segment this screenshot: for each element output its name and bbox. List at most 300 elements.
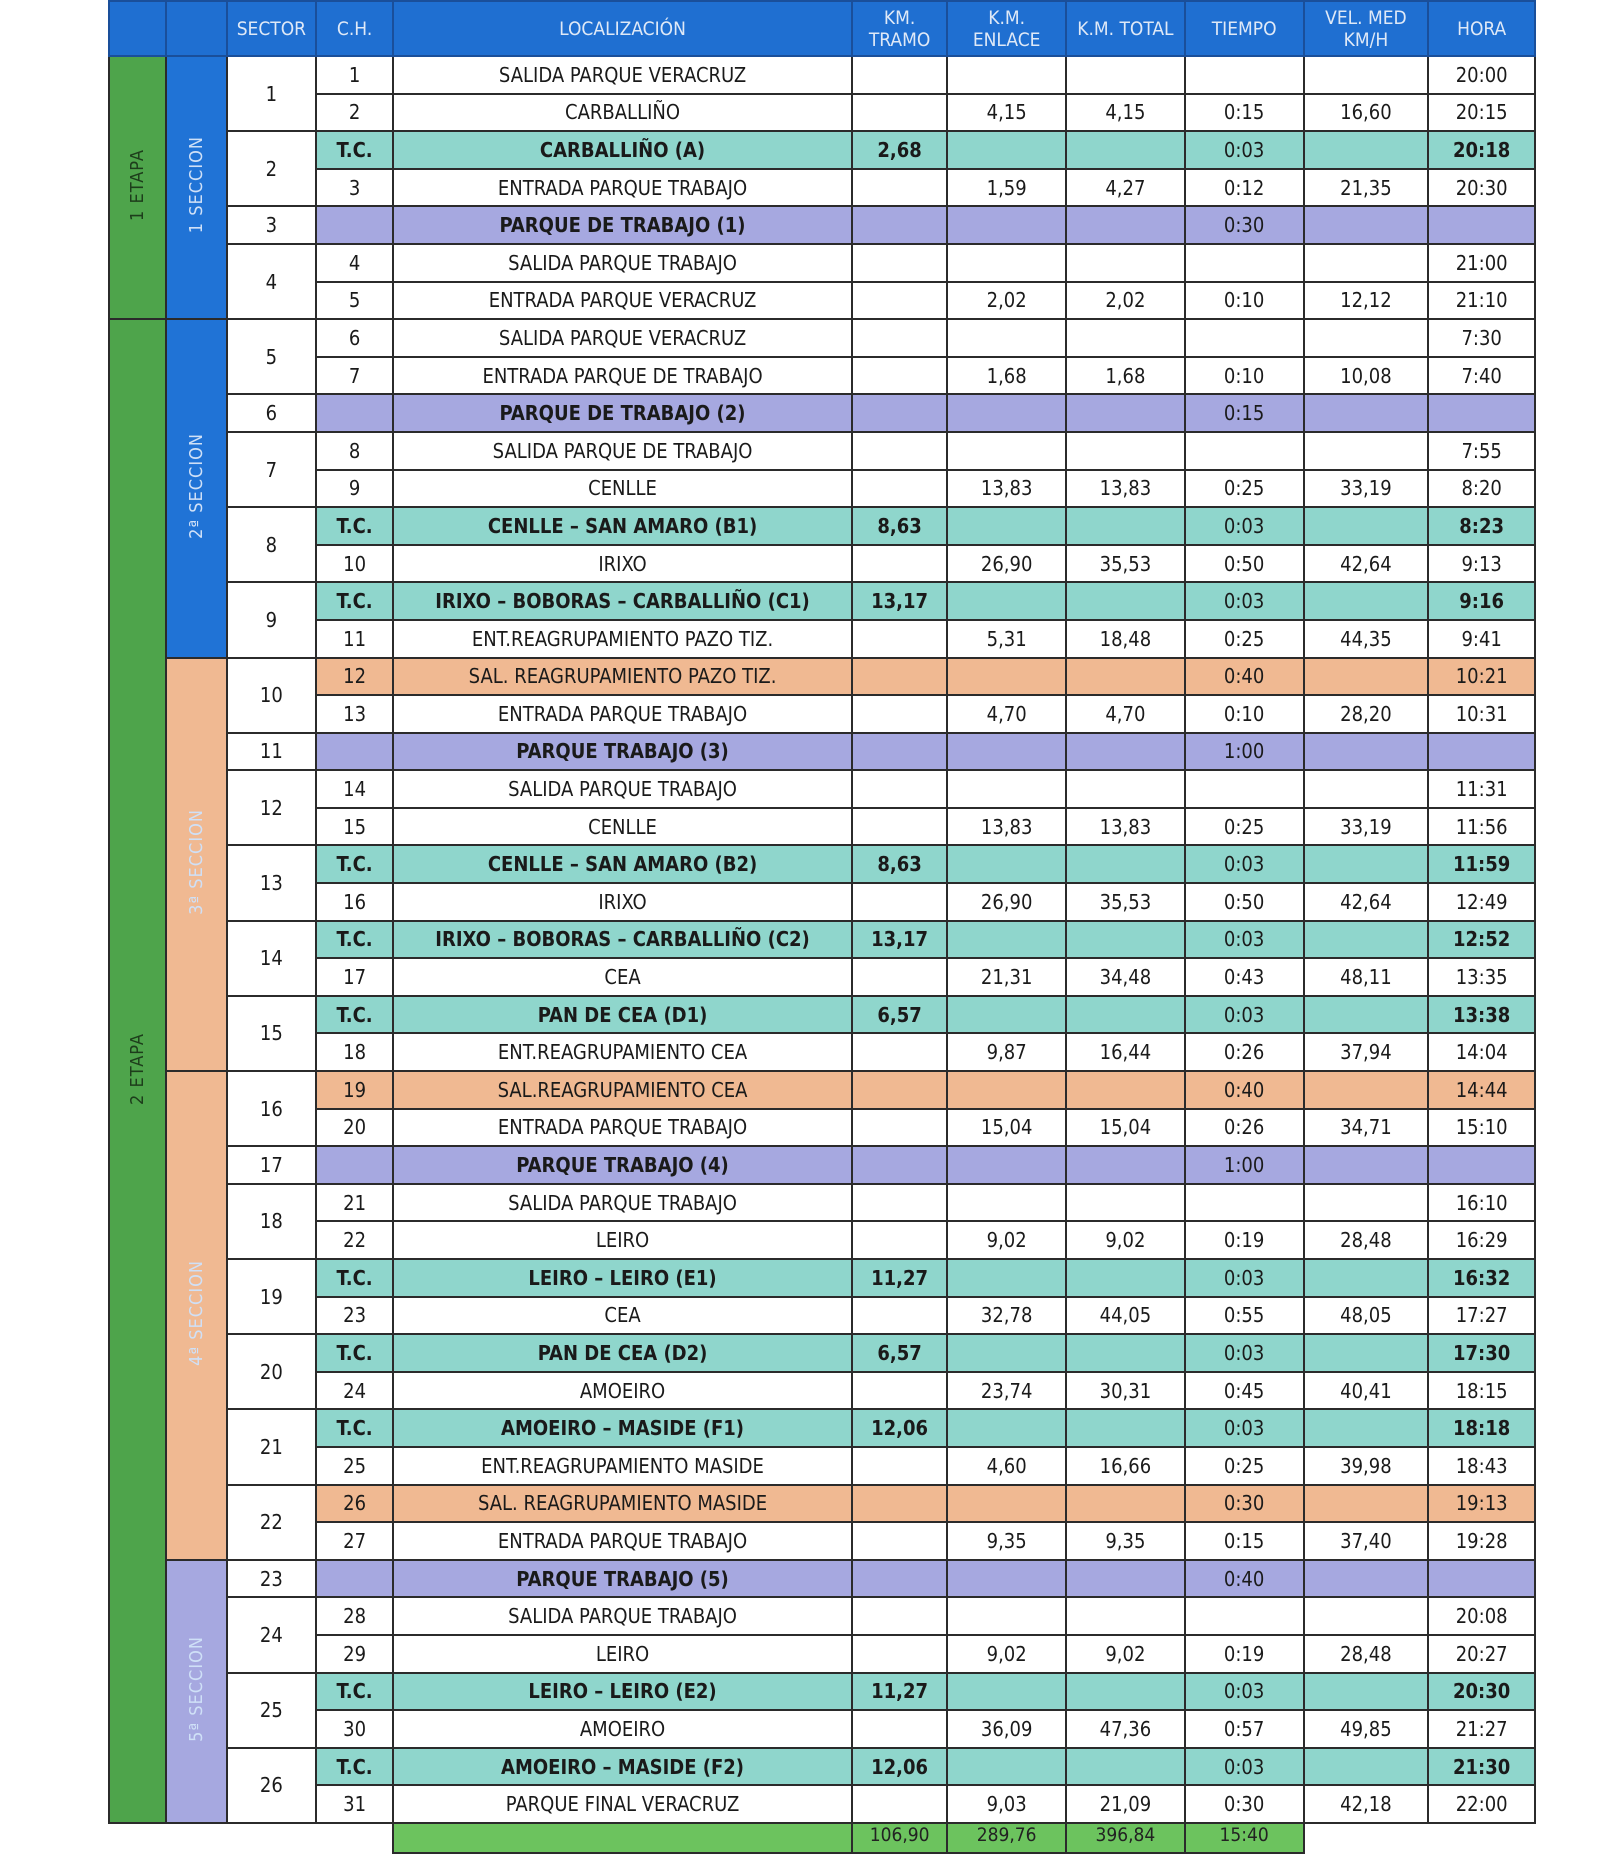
hora-cell: 17:30 [1428, 1334, 1535, 1372]
sector-cell: 2 [227, 131, 316, 206]
location-cell: PARQUE DE TRABAJO (2) [393, 394, 852, 432]
sector-cell: 19 [227, 1259, 316, 1334]
km-tramo-cell [852, 1785, 947, 1823]
table-row [109, 733, 1535, 771]
km-enlace-cell [947, 996, 1066, 1034]
hora-cell: 10:31 [1428, 695, 1535, 733]
ch-cell: T.C. [316, 1409, 393, 1447]
hora-cell [1428, 206, 1535, 244]
hora-cell: 9:13 [1428, 545, 1535, 583]
header-ch: C.H. [316, 1, 393, 56]
table-row [109, 658, 1535, 696]
km-tramo-cell [852, 1372, 947, 1410]
total-km-tramo: 106,90 [852, 1823, 947, 1853]
ch-cell: T.C. [316, 507, 393, 545]
sector-cell: 21 [227, 1409, 316, 1484]
km-total-cell [1066, 507, 1185, 545]
km-enlace-cell: 21,31 [947, 958, 1066, 996]
km-tramo-cell: 8,63 [852, 507, 947, 545]
vel-med-cell: 28,48 [1304, 1635, 1429, 1673]
hora-cell: 20:18 [1428, 131, 1535, 169]
location-cell: CARBALLIÑO [393, 94, 852, 132]
sector-cell: 7 [227, 432, 316, 507]
tiempo-cell: 0:03 [1185, 1259, 1304, 1297]
vel-med-cell [1304, 733, 1429, 771]
vel-med-cell [1304, 1748, 1429, 1786]
location-cell: ENT.REAGRUPAMIENTO MASIDE [393, 1447, 852, 1485]
sector-cell: 24 [227, 1597, 316, 1672]
km-enlace-cell [947, 1597, 1066, 1635]
totals-tail [1304, 1823, 1536, 1853]
km-total-cell: 16,66 [1066, 1447, 1185, 1485]
ch-cell: T.C. [316, 582, 393, 620]
table-row [109, 507, 1535, 545]
table-row [109, 883, 1535, 921]
location-cell: LEIRO [393, 1635, 852, 1673]
km-enlace-cell [947, 1146, 1066, 1184]
location-cell: SAL. REAGRUPAMIENTO PAZO TIZ. [393, 658, 852, 696]
location-cell: IRIXO – BOBORAS – CARBALLIÑO (C1) [393, 582, 852, 620]
tiempo-cell: 0:45 [1185, 1372, 1304, 1410]
vel-med-cell [1304, 845, 1429, 883]
table-row [109, 1372, 1535, 1410]
sector-cell: 10 [227, 658, 316, 733]
hora-cell: 16:29 [1428, 1221, 1535, 1259]
vel-med-cell: 16,60 [1304, 94, 1429, 132]
km-total-cell: 13,83 [1066, 470, 1185, 508]
km-enlace-cell [947, 1184, 1066, 1222]
table-row [109, 1297, 1535, 1335]
ch-cell: 11 [316, 620, 393, 658]
table-row [109, 1522, 1535, 1560]
vel-med-cell: 39,98 [1304, 1447, 1429, 1485]
tiempo-cell: 0:30 [1185, 1785, 1304, 1823]
table-row [109, 996, 1535, 1034]
km-tramo-cell [852, 470, 947, 508]
km-enlace-cell [947, 319, 1066, 357]
seccion-text: 3ª SECCION [185, 808, 207, 915]
km-tramo-cell: 6,57 [852, 1334, 947, 1372]
tiempo-cell: 0:03 [1185, 582, 1304, 620]
etapa-text: 1 ETAPA [126, 149, 148, 222]
km-enlace-cell: 4,70 [947, 695, 1066, 733]
km-tramo-cell [852, 1635, 947, 1673]
total-km-enlace: 289,76 [947, 1823, 1066, 1853]
location-cell: SAL.REAGRUPAMIENTO CEA [393, 1071, 852, 1109]
vel-med-cell [1304, 206, 1429, 244]
table-row [109, 845, 1535, 883]
km-total-cell [1066, 1071, 1185, 1109]
header-km-tramo: KM. TRAMO [852, 1, 947, 56]
header-blank-seccion [166, 1, 227, 56]
table-row [109, 244, 1535, 282]
vel-med-cell [1304, 1409, 1429, 1447]
km-tramo-cell [852, 733, 947, 771]
ch-cell: 6 [316, 319, 393, 357]
sector-cell: 14 [227, 921, 316, 996]
seccion-label [166, 56, 227, 319]
hora-cell [1428, 394, 1535, 432]
km-enlace-cell [947, 921, 1066, 959]
table-row [109, 206, 1535, 244]
tiempo-cell: 0:57 [1185, 1710, 1304, 1748]
tiempo-cell: 0:03 [1185, 921, 1304, 959]
vel-med-cell: 37,40 [1304, 1522, 1429, 1560]
totals-row [109, 1823, 1535, 1853]
total-km-total: 396,84 [1066, 1823, 1185, 1853]
table-row [109, 1710, 1535, 1748]
hora-cell: 19:28 [1428, 1522, 1535, 1560]
etapa-label [109, 319, 166, 1823]
sector-cell: 8 [227, 507, 316, 582]
vel-med-cell: 42,64 [1304, 545, 1429, 583]
km-enlace-cell [947, 244, 1066, 282]
table-row [109, 545, 1535, 583]
km-total-cell: 1,68 [1066, 357, 1185, 395]
km-tramo-cell [852, 1221, 947, 1259]
hora-cell: 9:16 [1428, 582, 1535, 620]
km-total-cell [1066, 921, 1185, 959]
sector-cell: 11 [227, 733, 316, 771]
km-total-cell: 21,09 [1066, 1785, 1185, 1823]
km-total-cell [1066, 1560, 1185, 1598]
hora-cell: 18:18 [1428, 1409, 1535, 1447]
tiempo-cell: 0:03 [1185, 131, 1304, 169]
km-total-cell: 16,44 [1066, 1033, 1185, 1071]
km-tramo-cell [852, 808, 947, 846]
header-hora: HORA [1428, 1, 1535, 56]
km-total-cell: 4,15 [1066, 94, 1185, 132]
hora-cell [1428, 1560, 1535, 1598]
hora-cell: 20:15 [1428, 94, 1535, 132]
tiempo-cell: 1:00 [1185, 733, 1304, 771]
tiempo-cell: 0:25 [1185, 808, 1304, 846]
location-cell: SAL. REAGRUPAMIENTO MASIDE [393, 1485, 852, 1523]
location-cell: AMOEIRO – MASIDE (F1) [393, 1409, 852, 1447]
table-row [109, 1748, 1535, 1786]
tiempo-cell: 0:03 [1185, 996, 1304, 1034]
km-total-cell: 2,02 [1066, 282, 1185, 320]
vel-med-cell [1304, 996, 1429, 1034]
totals-label-cell [393, 1823, 852, 1853]
sector-cell: 16 [227, 1071, 316, 1146]
hora-cell: 17:27 [1428, 1297, 1535, 1335]
km-enlace-cell: 26,90 [947, 883, 1066, 921]
vel-med-cell [1304, 658, 1429, 696]
km-enlace-cell [947, 1071, 1066, 1109]
km-tramo-cell [852, 620, 947, 658]
hora-cell: 9:41 [1428, 620, 1535, 658]
table-row [109, 1033, 1535, 1071]
km-total-cell [1066, 1485, 1185, 1523]
km-total-cell [1066, 56, 1185, 94]
table-row [109, 1221, 1535, 1259]
hora-cell: 8:23 [1428, 507, 1535, 545]
table-row [109, 357, 1535, 395]
ch-cell: 9 [316, 470, 393, 508]
km-enlace-cell: 9,87 [947, 1033, 1066, 1071]
km-tramo-cell [852, 394, 947, 432]
table-row [109, 1184, 1535, 1222]
tiempo-cell [1185, 432, 1304, 470]
vel-med-cell: 44,35 [1304, 620, 1429, 658]
km-enlace-cell [947, 770, 1066, 808]
ch-cell: 3 [316, 169, 393, 207]
km-tramo-cell [852, 958, 947, 996]
vel-med-cell [1304, 244, 1429, 282]
km-tramo-cell: 11,27 [852, 1259, 947, 1297]
tiempo-cell: 0:25 [1185, 1447, 1304, 1485]
seccion-label [166, 658, 227, 1072]
km-total-cell: 15,04 [1066, 1109, 1185, 1147]
table-row [109, 1259, 1535, 1297]
km-tramo-cell [852, 658, 947, 696]
km-tramo-cell [852, 1597, 947, 1635]
location-cell: IRIXO [393, 883, 852, 921]
hora-cell: 21:30 [1428, 1748, 1535, 1786]
hora-cell: 11:56 [1428, 808, 1535, 846]
location-cell: ENTRADA PARQUE DE TRABAJO [393, 357, 852, 395]
tiempo-cell: 0:03 [1185, 845, 1304, 883]
seccion-text: 5ª SECCION [185, 1635, 207, 1742]
km-enlace-cell: 13,83 [947, 808, 1066, 846]
hora-cell: 7:30 [1428, 319, 1535, 357]
km-total-cell [1066, 1409, 1185, 1447]
tiempo-cell: 0:25 [1185, 470, 1304, 508]
ch-cell: 17 [316, 958, 393, 996]
km-tramo-cell: 13,17 [852, 921, 947, 959]
km-enlace-cell: 9,03 [947, 1785, 1066, 1823]
km-enlace-cell [947, 582, 1066, 620]
hora-cell: 14:04 [1428, 1033, 1535, 1071]
km-tramo-cell [852, 695, 947, 733]
sector-cell: 4 [227, 244, 316, 319]
header-tiempo: TIEMPO [1185, 1, 1304, 56]
table-row [109, 1071, 1535, 1109]
ch-cell: T.C. [316, 1334, 393, 1372]
km-tramo-cell [852, 1184, 947, 1222]
ch-cell: 23 [316, 1297, 393, 1335]
sector-cell: 20 [227, 1334, 316, 1409]
tiempo-cell: 0:03 [1185, 1673, 1304, 1711]
location-cell: CARBALLIÑO (A) [393, 131, 852, 169]
header-sector: SECTOR [227, 1, 316, 56]
ch-cell: 22 [316, 1221, 393, 1259]
location-cell: ENTRADA PARQUE VERACRUZ [393, 282, 852, 320]
km-enlace-cell [947, 507, 1066, 545]
vel-med-cell [1304, 1259, 1429, 1297]
seccion-label [166, 1560, 227, 1823]
km-total-cell [1066, 1184, 1185, 1222]
hora-cell [1428, 733, 1535, 771]
km-tramo-cell [852, 1447, 947, 1485]
hora-cell: 20:30 [1428, 169, 1535, 207]
km-total-cell: 9,02 [1066, 1221, 1185, 1259]
table-row [109, 1635, 1535, 1673]
km-tramo-cell [852, 169, 947, 207]
vel-med-cell [1304, 1184, 1429, 1222]
km-tramo-cell [852, 1485, 947, 1523]
km-enlace-cell [947, 1259, 1066, 1297]
ch-cell [316, 206, 393, 244]
ch-cell: T.C. [316, 1673, 393, 1711]
km-tramo-cell: 13,17 [852, 582, 947, 620]
km-tramo-cell: 2,68 [852, 131, 947, 169]
table-row [109, 1409, 1535, 1447]
table-row [109, 1485, 1535, 1523]
km-tramo-cell [852, 1560, 947, 1598]
ch-cell: 25 [316, 1447, 393, 1485]
hora-cell: 11:31 [1428, 770, 1535, 808]
location-cell: PARQUE TRABAJO (5) [393, 1560, 852, 1598]
vel-med-cell: 10,08 [1304, 357, 1429, 395]
vel-med-cell [1304, 582, 1429, 620]
tiempo-cell: 0:10 [1185, 357, 1304, 395]
km-enlace-cell: 32,78 [947, 1297, 1066, 1335]
km-total-cell: 34,48 [1066, 958, 1185, 996]
tiempo-cell: 0:03 [1185, 1748, 1304, 1786]
hora-cell: 22:00 [1428, 1785, 1535, 1823]
km-tramo-cell [852, 1297, 947, 1335]
vel-med-cell [1304, 131, 1429, 169]
table-row [109, 56, 1535, 94]
table-row [109, 1597, 1535, 1635]
vel-med-cell: 48,11 [1304, 958, 1429, 996]
km-enlace-cell [947, 394, 1066, 432]
km-tramo-cell [852, 357, 947, 395]
tiempo-cell: 0:50 [1185, 883, 1304, 921]
total-tiempo: 15:40 [1185, 1823, 1304, 1853]
table-row [109, 394, 1535, 432]
ch-cell: 31 [316, 1785, 393, 1823]
location-cell: SALIDA PARQUE TRABAJO [393, 244, 852, 282]
km-total-cell [1066, 1597, 1185, 1635]
tiempo-cell: 0:30 [1185, 206, 1304, 244]
km-enlace-cell: 5,31 [947, 620, 1066, 658]
table-row [109, 770, 1535, 808]
table-row [109, 1673, 1535, 1711]
km-total-cell [1066, 1334, 1185, 1372]
sector-cell: 3 [227, 206, 316, 244]
km-enlace-cell: 9,02 [947, 1635, 1066, 1673]
table-row [109, 695, 1535, 733]
ch-cell: T.C. [316, 996, 393, 1034]
ch-cell: 7 [316, 357, 393, 395]
km-tramo-cell [852, 1071, 947, 1109]
hora-cell: 15:10 [1428, 1109, 1535, 1147]
vel-med-cell [1304, 1334, 1429, 1372]
tiempo-cell: 0:50 [1185, 545, 1304, 583]
km-total-cell: 35,53 [1066, 883, 1185, 921]
vel-med-cell: 42,18 [1304, 1785, 1429, 1823]
vel-med-cell: 21,35 [1304, 169, 1429, 207]
km-tramo-cell: 8,63 [852, 845, 947, 883]
vel-med-cell [1304, 56, 1429, 94]
ch-cell: 26 [316, 1485, 393, 1523]
km-total-cell: 4,27 [1066, 169, 1185, 207]
km-tramo-cell [852, 432, 947, 470]
vel-med-cell: 33,19 [1304, 808, 1429, 846]
hora-cell: 16:32 [1428, 1259, 1535, 1297]
table-row [109, 1785, 1535, 1823]
location-cell: IRIXO – BOBORAS – CARBALLIÑO (C2) [393, 921, 852, 959]
km-tramo-cell [852, 770, 947, 808]
hora-cell: 20:30 [1428, 1673, 1535, 1711]
km-enlace-cell: 4,60 [947, 1447, 1066, 1485]
km-enlace-cell [947, 1334, 1066, 1372]
km-enlace-cell [947, 432, 1066, 470]
ch-cell: 24 [316, 1372, 393, 1410]
km-enlace-cell: 1,59 [947, 169, 1066, 207]
vel-med-cell [1304, 1071, 1429, 1109]
km-enlace-cell [947, 1409, 1066, 1447]
km-total-cell [1066, 1146, 1185, 1184]
ch-cell [316, 394, 393, 432]
location-cell: LEIRO – LEIRO (E2) [393, 1673, 852, 1711]
hora-cell: 8:20 [1428, 470, 1535, 508]
km-total-cell: 35,53 [1066, 545, 1185, 583]
ch-cell: T.C. [316, 1259, 393, 1297]
header-blank-etapa [109, 1, 166, 56]
tiempo-cell: 1:00 [1185, 1146, 1304, 1184]
km-total-cell: 9,02 [1066, 1635, 1185, 1673]
tiempo-cell: 0:40 [1185, 1560, 1304, 1598]
table-row [109, 1447, 1535, 1485]
sector-cell: 17 [227, 1146, 316, 1184]
vel-med-cell [1304, 1485, 1429, 1523]
location-cell: CEA [393, 1297, 852, 1335]
ch-cell: 10 [316, 545, 393, 583]
location-cell: ENTRADA PARQUE TRABAJO [393, 1109, 852, 1147]
location-cell: PARQUE TRABAJO (4) [393, 1146, 852, 1184]
vel-med-cell [1304, 1597, 1429, 1635]
km-enlace-cell: 4,15 [947, 94, 1066, 132]
km-tramo-cell: 11,27 [852, 1673, 947, 1711]
km-enlace-cell [947, 206, 1066, 244]
hora-cell [1428, 1146, 1535, 1184]
vel-med-cell: 48,05 [1304, 1297, 1429, 1335]
location-cell: PARQUE TRABAJO (3) [393, 733, 852, 771]
location-cell: SALIDA PARQUE VERACRUZ [393, 56, 852, 94]
ch-cell: 29 [316, 1635, 393, 1673]
table-row [109, 282, 1535, 320]
ch-cell: 20 [316, 1109, 393, 1147]
hora-cell: 12:52 [1428, 921, 1535, 959]
table-row [109, 921, 1535, 959]
location-cell: CENLLE [393, 470, 852, 508]
vel-med-cell: 12,12 [1304, 282, 1429, 320]
seccion-text: 1 SECCION [185, 136, 207, 234]
km-tramo-cell [852, 206, 947, 244]
location-cell: IRIXO [393, 545, 852, 583]
hora-cell: 20:00 [1428, 56, 1535, 94]
km-total-cell [1066, 131, 1185, 169]
ch-cell: 28 [316, 1597, 393, 1635]
vel-med-cell: 37,94 [1304, 1033, 1429, 1071]
km-total-cell [1066, 244, 1185, 282]
hora-cell: 11:59 [1428, 845, 1535, 883]
km-enlace-cell: 9,02 [947, 1221, 1066, 1259]
km-total-cell [1066, 206, 1185, 244]
tiempo-cell [1185, 56, 1304, 94]
km-tramo-cell: 6,57 [852, 996, 947, 1034]
hora-cell: 12:49 [1428, 883, 1535, 921]
km-enlace-cell: 9,35 [947, 1522, 1066, 1560]
tiempo-cell [1185, 1184, 1304, 1222]
location-cell: CENLLE – SAN AMARO (B1) [393, 507, 852, 545]
ch-cell: T.C. [316, 921, 393, 959]
km-tramo-cell [852, 545, 947, 583]
